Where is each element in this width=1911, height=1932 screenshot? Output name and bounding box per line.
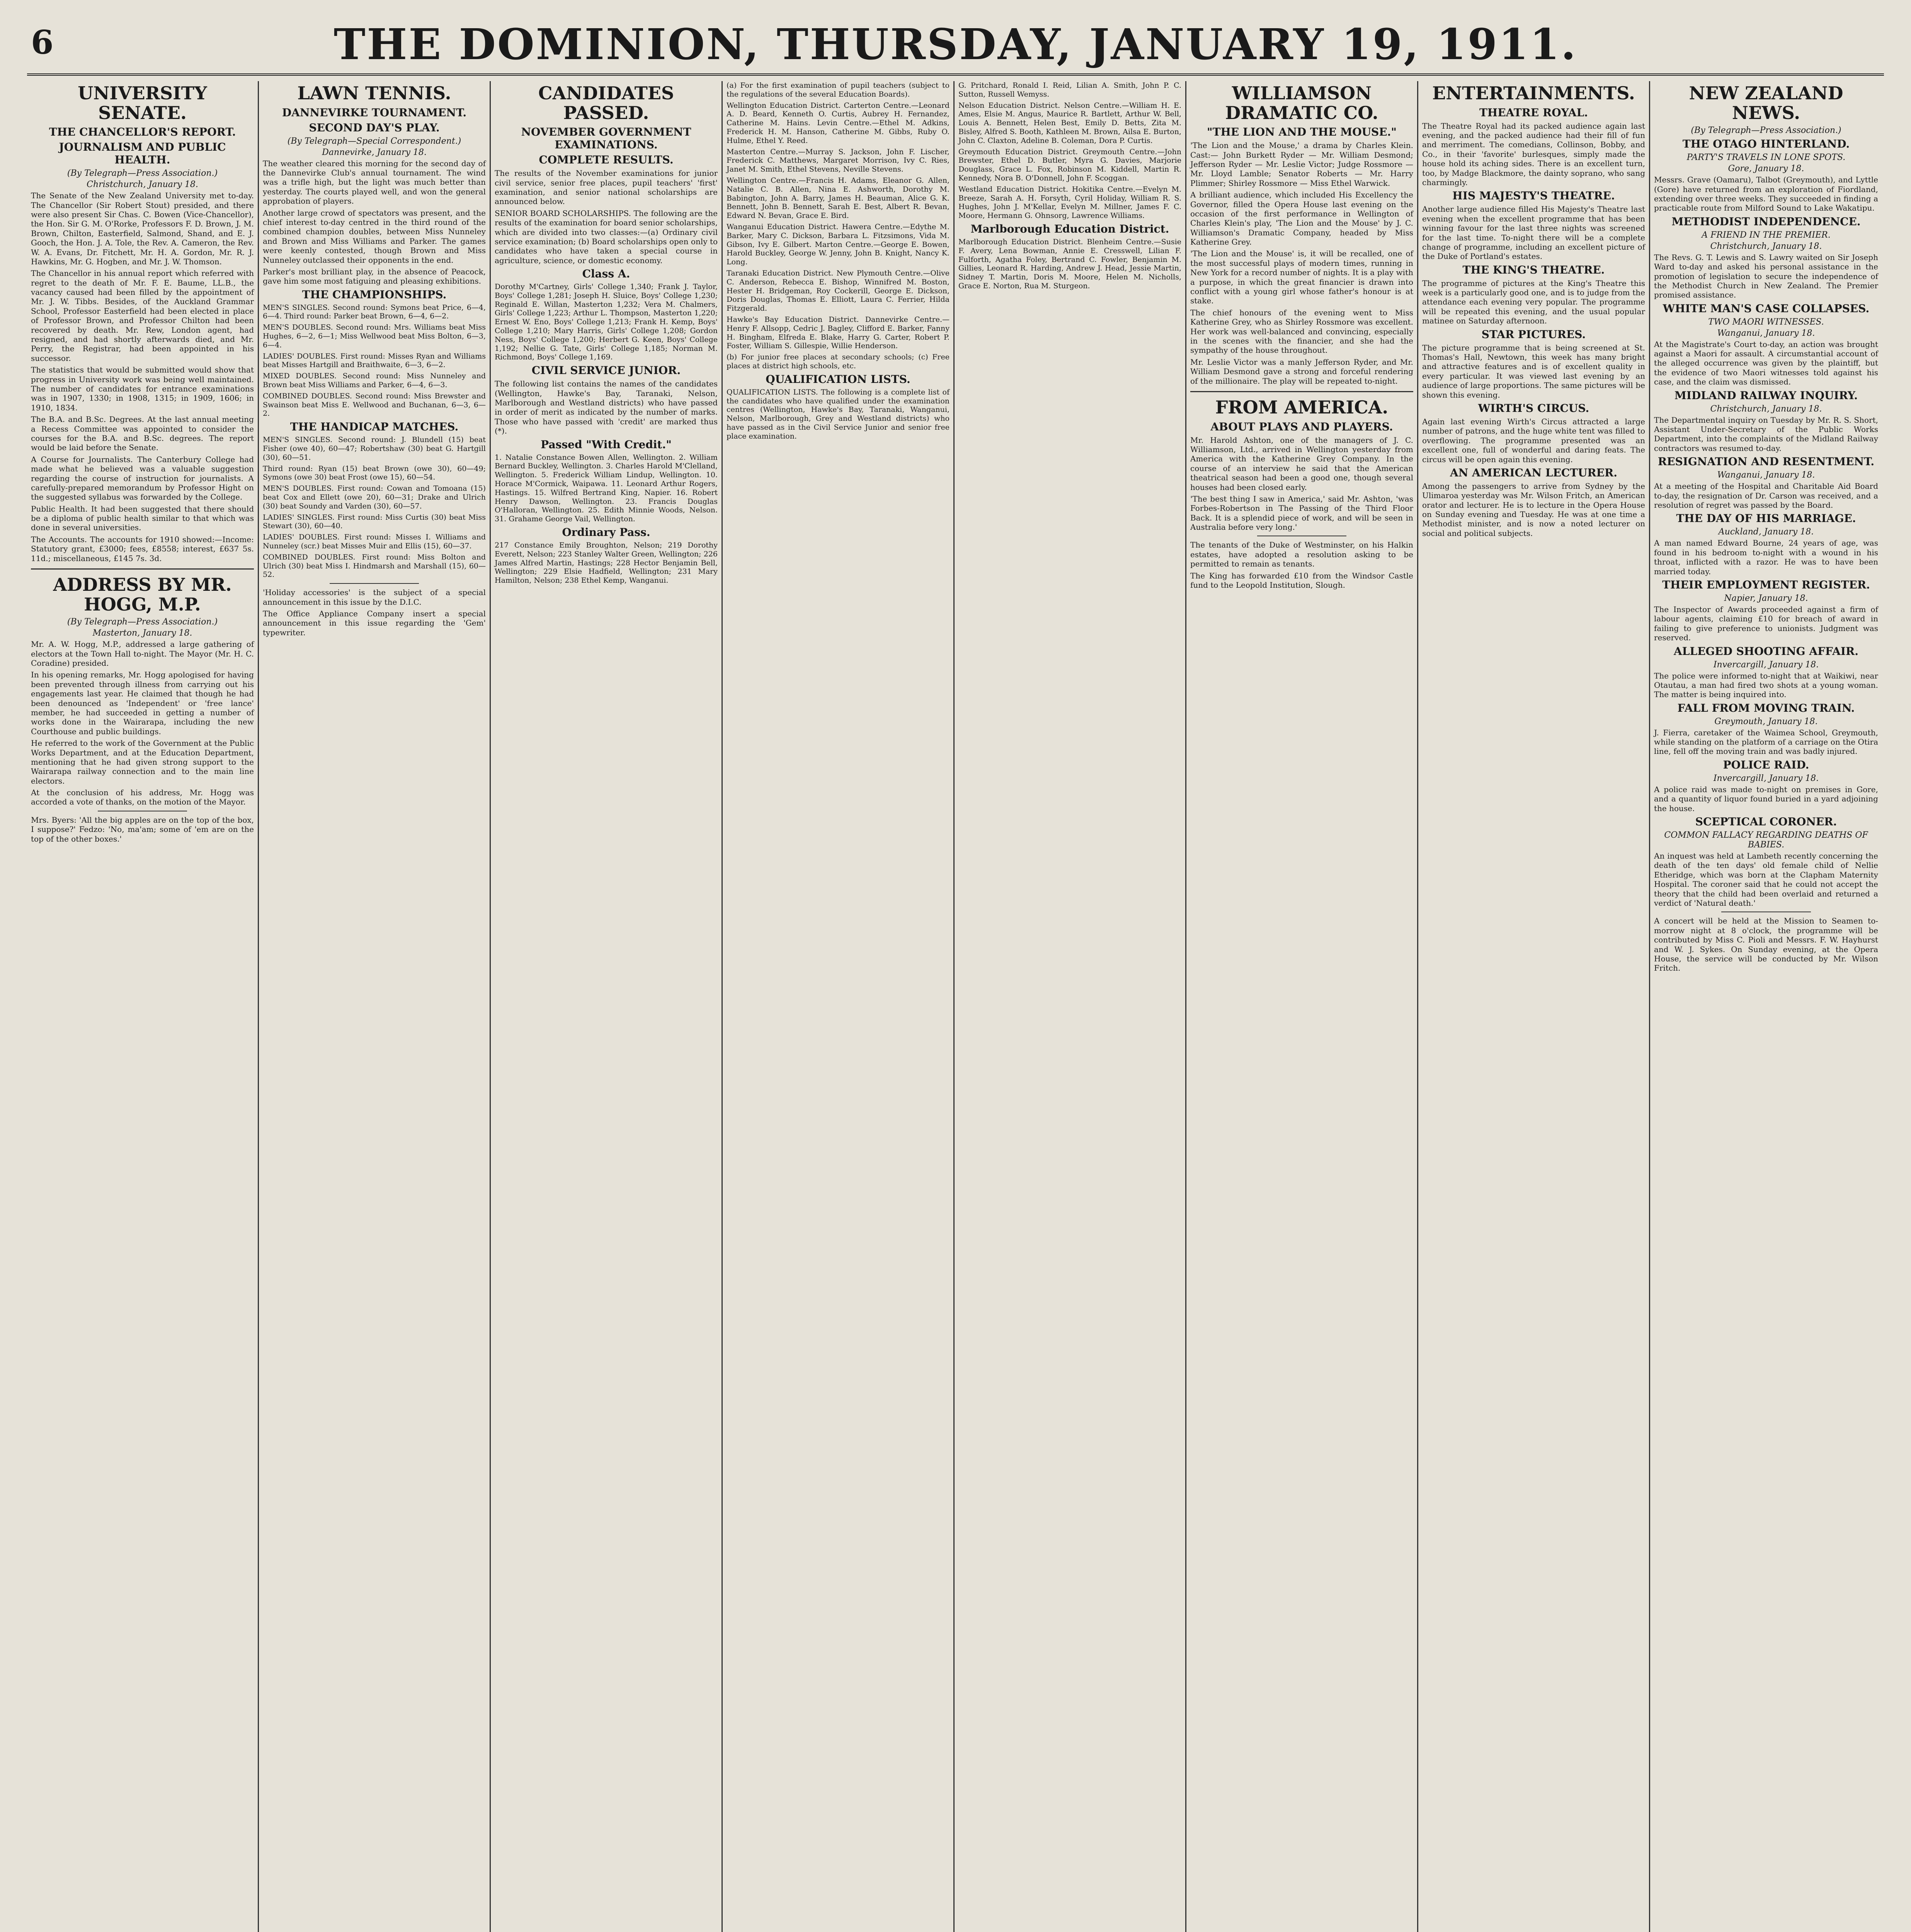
news-title: RESIGNATION AND RESENTMENT.	[1657, 455, 1875, 468]
paragraph: At a meeting of the Hospital and Charitable Aid Board to-day, the resignation of Dr. Carson was received, and a resolution of regret was passed by the Board.	[1654, 481, 1878, 510]
column-6	[1186, 81, 1418, 1932]
notice: 'Holiday accessories' is the subject of a special announcement in this issue by the D.I.C.	[263, 588, 486, 607]
news-title: METHODIST INDEPENDENCE.	[1671, 215, 1861, 228]
headline-university-senate: UNIVERSITY SENATE.	[78, 83, 207, 123]
headline-new-zealand-news: NEW ZEALAND NEWS.	[1689, 83, 1843, 123]
paragraph: The Departmental inquiry on Tuesday by Mr. R. S. Short, Assistant Under-Secretary of the Public Works Department, into the complaints of the Midland Railway contractors was resumed to-day.	[1654, 415, 1878, 453]
result-item: MIXED DOUBLES. Second round: Miss Nunneley and Brown beat Miss Williams and Parker, 6—4, 6—3.	[263, 372, 486, 389]
masthead	[27, 15, 1884, 76]
dateline: Masterton, January 18.	[92, 628, 192, 638]
paragraph: Wanganui Education District. Hawera Centre.—Edythe M. Barker, Mary C. Dickson, Barbara L. Fitzsimons, Vida M. Gibson, Ivy E. Gilbert. Marton Centre.—George E. Bowen, Harold Buckley, George W. Jenny, John B. Knight, Nancy K. Long.	[727, 222, 950, 267]
news-title: SCEPTICAL CORONER.	[1695, 815, 1837, 828]
paragraph: At the Magistrate's Court to-day, an action was brought against a Maori for assault. A circumstantial account of the alleged occurrence was given by the plaintiff, but the evidence of two Maori witnesses told against his case, and the claim was dismissed.	[1654, 339, 1878, 387]
section-head: SECOND DAY'S PLAY.	[309, 121, 440, 134]
subhead: THE CHANCELLOR'S REPORT.	[49, 126, 236, 139]
dateline: Christchurch, January 18.	[1710, 404, 1822, 414]
dateline: Christchurch, January 18.	[1710, 241, 1822, 251]
paragraph: Again last evening Wirth's Circus attracted a large number of patrons, and the huge white tent was filled to overflowing. The programme presented was an excellent one, full of wonderful and daring feats. The circus will be open again this evening.	[1422, 417, 1645, 464]
section-head: COMPLETE RESULTS.	[539, 153, 674, 167]
section-head: QUALIFICATION LISTS.	[766, 372, 910, 386]
paragraph: The programme of pictures at the King's Theatre this week is a particularly good one, and is to judge from the attendance each evening very popular. The programme will be repeated this evening, and the usual popular matinee on Saturday afternoon.	[1422, 278, 1645, 326]
paragraph: The Accounts. The accounts for 1910 showed:—Income: Statutory grant, £3000; fees, £8558; interest, £637 5s. 11d.; miscellaneous, £145 7s. 3d.	[31, 534, 254, 563]
subhead: NOVEMBER GOVERNMENT EXAMINATIONS.	[521, 126, 691, 151]
paragraph: An inquest was held at Lambeth recently concerning the death of the ten days' old female child of Nellie Etheridge, which was born at the Clapham Maternity Hospital. The coroner said that he could not accept the theory that the child had been overlaid and returned a verdict of 'Natural death.'	[1654, 851, 1878, 908]
byline: (By Telegraph—Press Association.)	[67, 617, 218, 627]
name-list: Dorothy M'Cartney, Girls' College 1,340; Frank J. Taylor, Boys' College 1,281; Joseph H. Sluice, Boys' College 1,230; Reginald E. Willan, Masterton 1,232; Vera M. Chalmers, Girls' College 1,223; Arthur L. Thompson, Masterton 1,220; Ernest W. Eno, Boys' College 1,213; Frank H. Kemp, Boys' College 1,210; Mary Harris, Girls' College 1,208; Gordon Ness, Boys' College 1,200; Herbert G. Keen, Boys' College 1,192; Nellie G. Tate, Girls' College 1,185; Norman M. Richmond, Boys' College 1,169.	[495, 282, 718, 362]
paragraph: G. Pritchard, Ronald I. Reid, Lilian A. Smith, John P. C. Sutton, Russell Wemyss.	[958, 81, 1181, 99]
dateline: Invercargill, January 18.	[1713, 660, 1819, 670]
dateline: Auckland, January 18.	[1718, 527, 1814, 537]
paragraph: A brilliant audience, which included His Excellency the Governor, filled the Opera House last evening on the occasion of the first performance in Wellington of Charles Klein's play, 'The Lion and the Mouse' by J. C. Williamson's Dramatic Company, headed by Miss Katherine Grey.	[1190, 190, 1413, 247]
divider	[330, 583, 419, 584]
result-item: MEN'S DOUBLES. Second round: Mrs. Williams beat Miss Hughes, 6—2, 6—1; Miss Wellwood beat Miss Bolton, 6—3, 6—4.	[263, 323, 486, 349]
result-item: MEN'S SINGLES. Second round: Symons beat Price, 6—4, 6—4. Third round: Parker beat Brown, 6—4, 6—2.	[263, 303, 486, 321]
news-subtitle: COMMON FALLACY REGARDING DEATHS OF BABIES.	[1664, 830, 1868, 850]
paragraph: 'The best thing I saw in America,' said Mr. Ashton, 'was Forbes-Robertson in The Passing of the Third Floor Back. It is a splendid piece of work, and will be seen in Australia before very long.'	[1190, 494, 1413, 532]
paragraph: Nelson Education District. Nelson Centre.—William H. E. Ames, Elsie M. Angus, Maurice R. Bartlett, Arthur W. Bell, Louis A. Bennett, Helen Best, Emily D. Betts, Zita M. Bisley, Alfred S. Booth, Kathleen M. Brown, Ailsa E. Burton, John C. Claxton, Adeline B. Coleman, Dora P. Curtis.	[958, 101, 1181, 145]
paragraph: Westland Education District. Hokitika Centre.—Evelyn M. Breeze, Sarah A. H. Forsyth, Cyril Holiday, William R. S. Hughes, John J. M'Kellar, Evelyn M. Millner, James F. C. Moore, Hermann G. Ohnsorg, Lawrence Williams.	[958, 185, 1181, 220]
newspaper-title: THE DOMINION, THURSDAY, JANUARY 19, 1911.	[334, 19, 1577, 69]
paragraph: Greymouth Education District. Greymouth Centre.—John Brewster, Ethel D. Butler, Myra G. Davies, Marjorie Douglass, Grace L. Fox, Robinson M. Kiddell, Martin R. Kennedy, Nora B. O'Donnell, John F. Scoggan.	[958, 147, 1181, 182]
page-number: 6	[31, 23, 54, 61]
paragraph: In his opening remarks, Mr. Hogg apologised for having been prevented through illness from carrying out his engagements last year. He claimed that though he had been denounced as 'Independent' or 'free lance' member, he had succeeded in getting a number of works done in the Wairarapa, including the new Courthouse and public buildings.	[31, 670, 254, 736]
dateline: Wanganui, January 18.	[1717, 470, 1815, 480]
result-item: COMBINED DOUBLES. Second round: Miss Brewster and Swainson beat Miss E. Wellwood and Buchanan, 6—3, 6—2.	[263, 391, 486, 418]
section-head: THE KING'S THEATRE.	[1462, 263, 1605, 276]
paragraph: J. Fierra, caretaker of the Waimea School, Greymouth, while standing on the platform of a carriage on the Otira line, fell off the moving train and was badly injured.	[1654, 728, 1878, 756]
paragraph: The picture programme that is being screened at St. Thomas's Hall, Newtown, this week has many bright and attractive features and is of excellent quality in every particular. It was viewed last evening by an audience of large proportions. The same pictures will be shown this evening.	[1422, 343, 1645, 400]
byline: (By Telegraph—Press Association.)	[67, 168, 218, 179]
paragraph: Parker's most brilliant play, in the absence of Peacock, gave him some most fatiguing and pleasing exhibitions.	[263, 267, 486, 286]
paragraph: He referred to the work of the Government at the Public Works Department, and at the Education Department, mentioning that he had given strong support to the Wairarapa railway connection and to the main line electors.	[31, 738, 254, 786]
news-title: THE DAY OF HIS MARRIAGE.	[1676, 512, 1856, 525]
paragraph: 'The Lion and the Mouse,' a drama by Charles Klein. Cast:— John Burkett Ryder — Mr. William Desmond; Jefferson Ryder — Mr. Leslie Victor; Judge Rossmore — Mr. Lloyd Lamble; Senator Roberts — Mr. Harry Plimmer; Shirley Rossmore — Miss Ethel Warwick.	[1190, 141, 1413, 188]
paragraph: (a) For the first examination of pupil teachers (subject to the regulations of the several Education Boards).	[727, 81, 950, 99]
paragraph: Mr. Harold Ashton, one of the managers of J. C. Williamson, Ltd., arrived in Wellington yesterday from America with the Katherine Grey Company. In the course of an interview he said that the American theatrical season had been a good one, though several houses had been closed early.	[1190, 435, 1413, 492]
paragraph: Another large audience filled His Majesty's Theatre last evening when the excellent programme that has been winning favour for the last three nights was screened for the last time. To-night there will be a complete change of programme, including an excellent picture of the Duke of Portland's estates.	[1422, 204, 1645, 261]
paragraph: Wellington Centre.—Francis H. Adams, Eleanor G. Allen, Natalie C. B. Allen, Nina E. Ashworth, Dorothy M. Babington, John A. Barry, James H. Beauman, Alice G. K. Bennett, John B. Bennett, Sarah E. Best, Albert R. Bevan, Edward N. Bevan, Grace E. Bird.	[727, 176, 950, 220]
paragraph: QUALIFICATION LISTS. The following is a complete list of the candidates who have qualified under the examination centres (Wellington, Hawke's Bay, Taranaki, Wanganui, Nelson, Marlborough, Grey and Westland districts) who have passed as in the Civil Service Junior and senior free place examination.	[727, 388, 950, 440]
paragraph: Mrs. Byers: 'All the big apples are on the top of the box, I suppose?' Fedzo: 'No, ma'am; some of 'em are on the top of the other boxes.'	[31, 815, 254, 844]
paragraph: The Theatre Royal had its packed audience again last evening, and the packed audience had their fill of fun and merriment. The comedians, Collinson, Bobby, and Co., in their 'favorite' burlesques, simply made the house hold its aching sides. There is an excellent turn, too, by Madge Blackmore, the dainty soprano, who sang charmingly.	[1422, 121, 1645, 187]
paragraph: At the conclusion of his address, Mr. Hogg was accorded a vote of thanks, on the motion of the Mayor.	[31, 788, 254, 807]
paragraph: The King has forwarded £10 from the Windsor Castle fund to the Leopold Institution, Slough.	[1190, 571, 1413, 590]
section-head: WIRTH'S CIRCUS.	[1478, 401, 1589, 415]
headline-hogg-address: ADDRESS BY MR. HOGG, M.P.	[53, 574, 232, 615]
paragraph: The tenants of the Duke of Westminster, on his Halkin estates, have adopted a resolution asking to be permitted to remain as tenants.	[1190, 540, 1413, 569]
dateline: Napier, January 18.	[1724, 593, 1808, 603]
section-head: Class A.	[582, 267, 630, 281]
paragraph: A police raid was made to-night on premises in Gore, and a quantity of liquor found buried in a yard adjoining the house.	[1654, 784, 1878, 813]
paragraph: The Revs. G. T. Lewis and S. Lawry waited on Sir Joseph Ward to-day and asked his personal assistance in the promotion of legislation to secure the independence of the Methodist Church in New Zealand. The Premier promised assistance.	[1654, 252, 1878, 300]
subhead: "THE LION AND THE MOUSE."	[1207, 126, 1397, 139]
paragraph: Mr. Leslie Victor was a manly Jefferson Ryder, and Mr. William Desmond gave a strong and forceful rendering of the millionaire. The play will be repeated to-night.	[1190, 357, 1413, 386]
paragraph: The police were informed to-night that at Waikiwi, near Otautau, a man had fired two shots at a young woman. The matter is being inquired into.	[1654, 671, 1878, 699]
result-item: LADIES' DOUBLES. First round: Misses I. Williams and Nunneley (scr.) beat Misses Muir and Ellis (15), 60—37.	[263, 533, 486, 550]
column-8	[1650, 81, 1882, 1932]
paragraph: The B.A. and B.Sc. Degrees. At the last annual meeting a Recess Committee was appointed to consider the courses for the B.A. and B.Sc. degrees. The report would be laid before the Senate.	[31, 415, 254, 452]
byline: (By Telegraph—Press Association.)	[1691, 126, 1841, 136]
paragraph: Hawke's Bay Education District. Dannevirke Centre.—Henry F. Allsopp, Cedric J. Bagley, Clifford E. Barker, Fanny H. Bingham, Elfreda E. Blake, Harry G. Carter, Robert P. Foster, William S. Gillespie, Willie Henderson.	[727, 315, 950, 350]
result-item: LADIES' SINGLES. First round: Miss Curtis (30) beat Miss Stewart (30), 60—40.	[263, 513, 486, 531]
divider	[31, 568, 254, 570]
section-head: Passed "With Credit."	[541, 438, 672, 451]
paragraph: Public Health. It had been suggested that there should be a diploma of public health similar to that which was done in several universities.	[31, 504, 254, 532]
section-head: Marlborough Education District.	[970, 222, 1169, 235]
paragraph: Marlborough Education District. Blenheim Centre.—Susie F. Avery, Lena Bowman, Annie E. Cresswell, Lilian F. Fulforth, Agatha Foley, Bertrand C. Fowler, Benjamin M. Gillies, Leonard R. Harding, Andrew J. Head, Jessie Martin, Sidney T. Martin, Doris M. Moore, Helen M. Nicholls, Grace E. Norton, Rua M. Sturgeon.	[958, 237, 1181, 290]
paragraph: A concert will be held at the Mission to Seamen to-morrow night at 8 o'clock, the programme will be contributed by Miss C. Pioli and Messrs. F. W. Hayhurst and W. J. Sykes. On Sunday evening, at the Opera House, the service will be conducted by Mr. Wilson Fritch.	[1654, 916, 1878, 973]
column-7	[1418, 81, 1650, 1932]
paragraph: Wellington Education District. Carterton Centre.—Leonard A. D. Beard, Kenneth O. Curtis, Aubrey H. Fernandez, Catherine M. Hains. Levin Centre.—Ethel M. Adkins, Frederick H. M. Hanson, Catherine M. Gibbs, Ruby O. Hulme, Ethel Y. Reed.	[727, 101, 950, 145]
name-list: 1. Natalie Constance Bowen Allen, Wellington. 2. William Bernard Buckley, Wellington. 3. Charles Harold M'Clelland, Wellington. 5. Frederick William Lindup, Wellington. 10. Horace M'Cormick, Waipawa. 11. Leonard Arthur Rogers, Hastings. 15. Wilfred Bertrand King, Napier. 16. Robert Henry Dawson, Wellington. 23. Francis Douglas O'Halloran, Wellington. 25. Edith Minnie Woods, Nelson. 31. Grahame George Vail, Wellington.	[495, 453, 718, 524]
section-head: THEATRE ROYAL.	[1479, 106, 1588, 119]
notice: The Office Appliance Company insert a special announcement in this issue regarding the 'Gem' typewriter.	[263, 609, 486, 637]
result-item: Third round: Ryan (15) beat Brown (owe 30), 60—49; Symons (owe 30) beat Frost (owe 15), 60—54.	[263, 464, 486, 482]
paragraph: The following list contains the names of the candidates (Wellington, Hawke's Bay, Taranaki, Nelson, Marlborough and Westland districts) who have passed in order of merit as indicated by the number of marks. Those who have passed with 'credit' are marked thus (*).	[495, 379, 718, 436]
news-subtitle: TWO MAORI WITNESSES.	[1708, 317, 1824, 327]
paragraph: 'The Lion and the Mouse' is, it will be recalled, one of the most successful plays of modern times, running in New York for a record number of nights. It is a play with a purpose, in which the great financier is drawn into conflict with a young girl whose father's honour is at stake.	[1190, 249, 1413, 306]
paragraph: A man named Edward Bourne, 24 years of age, was found in his bedroom to-night with a wound in his throat, inflicted with a razor. He was to have been married today.	[1654, 538, 1878, 576]
name-list: 217 Constance Emily Broughton, Nelson; 219 Dorothy Everett, Nelson; 223 Stanley Walter Green, Wellington; 226 James Alfred Martin, Hastings; 228 Hector Benjamin Bell, Wellington; 229 Elsie Hadfield, Wellington; 231 Mary Hamilton, Nelson; 238 Ethel Kemp, Wanganui.	[495, 541, 718, 585]
paragraph: The results of the November examinations for junior civil service, senior free places, pupil teachers' 'first' examination, and senior national scholarships are announced below.	[495, 168, 718, 206]
paragraph: Taranaki Education District. New Plymouth Centre.—Olive C. Anderson, Rebecca E. Bishop, Winnifred M. Boston, Hester H. Bridgeman, Roy Cockerill, George E. Dickson, Doris Douglas, Thomas E. Elliott, Laura C. Ferrier, Hilda Fitzgerald.	[727, 269, 950, 313]
result-item: COMBINED DOUBLES. First round: Miss Bolton and Ulrich (30) beat Miss I. Hindmarsh and Marshall (15), 60—52.	[263, 553, 486, 579]
section-head: CIVIL SERVICE JUNIOR.	[531, 364, 681, 377]
headline-candidates-passed: CANDIDATES PASSED.	[538, 83, 674, 123]
result-item: MEN'S DOUBLES. First round: Cowan and Tomoana (15) beat Cox and Ellett (owe 20), 60—31; Drake and Ulrich (30) beat Soundy and Varden (30), 60—57.	[263, 484, 486, 510]
headline-williamson-dramatic: WILLIAMSON DRAMATIC CO.	[1225, 83, 1378, 123]
paragraph: The Senate of the New Zealand University met to-day. The Chancellor (Sir Robert Stout) presided, and there were also present Sir Chas. C. Bowen (Vice-Chancellor), the Hon. Sir G. M. O'Rorke, Professors F. D. Brown, J. M. Brown, Chilton, Easterfield, Salmond, Shand, and E. J. Gooch, the Hon. J. A. Tole, the Rev. A. Cameron, the Rev. W. A. Evans, Dr. Fitchett, Mr. H. A. Gordon, Mr. R. J. Hawkins, Mr. G. Hogben, and Mr. J. W. Thomson.	[31, 191, 254, 266]
news-title: POLICE RAID.	[1723, 758, 1809, 771]
dateline: Dannevirke, January 18.	[322, 147, 427, 157]
columns	[27, 81, 1884, 1932]
paragraph: The weather cleared this morning for the second day of the Dannevirke Club's annual tournament. The wind was a trifle high, but the light was much better than yesterday. The courts played well, and won the general approbation of players.	[263, 158, 486, 206]
paragraph: SENIOR BOARD SCHOLARSHIPS. The following are the results of the examination for board senior scholarships, which are divided into two classes:—(a) Ordinary civil service examination; (b) Board scholarships open only to candidates who have taken a special course in agriculture, science, or domestic economy.	[495, 208, 718, 265]
subhead: DANNEVIRKE TOURNAMENT.	[282, 106, 467, 119]
column-5	[955, 81, 1186, 1932]
column-2	[259, 81, 491, 1932]
section-head: THE HANDICAP MATCHES.	[290, 420, 459, 434]
section-head: THE CHAMPIONSHIPS.	[302, 288, 447, 301]
paragraph: The statistics that would be submitted would show that progress in University work was being well maintained. The number of candidates for entrance examinations was in 1907, 1330; in 1908, 1315; in 1909, 1606; in 1910, 1834.	[31, 365, 254, 412]
dateline: Gore, January 18.	[1728, 164, 1804, 174]
news-title: THE OTAGO HINTERLAND.	[1682, 138, 1850, 151]
result-item: MEN'S SINGLES. Second round: J. Blundell (15) beat Fisher (owe 40), 60—47; Robertshaw (30) beat G. Hartgill (30), 60—51.	[263, 435, 486, 462]
dateline: Wanganui, January 18.	[1717, 328, 1815, 338]
column-3	[491, 81, 723, 1932]
section-head: AN AMERICAN LECTURER.	[1450, 466, 1618, 479]
subhead: ABOUT PLAYS AND PLAYERS.	[1210, 420, 1393, 433]
paragraph: Messrs. Grave (Oamaru), Talbot (Greymouth), and Lyttle (Gore) have returned from an exploration of Fiordland, extending over three weeks. They succeeded in finding a practicable route from Milford Sound to Lake Wakatipu.	[1654, 175, 1878, 213]
result-item: LADIES' DOUBLES. First round: Misses Ryan and Williams beat Misses Hartgill and Braithwaite, 6—3, 6—2.	[263, 352, 486, 369]
section-head: Ordinary Pass.	[562, 526, 650, 539]
paragraph: The chief honours of the evening went to Miss Katherine Grey, who as Shirley Rossmore was excellent. Her work was well-balanced and convincing, especially in the scenes with the financier, and she had the sympathy of the house throughout.	[1190, 308, 1413, 355]
divider	[1190, 391, 1413, 392]
news-subtitle: A FRIEND IN THE PREMIER.	[1702, 230, 1831, 240]
news-title: FALL FROM MOVING TRAIN.	[1677, 701, 1855, 714]
headline-entertainments: ENTERTAINMENTS.	[1432, 83, 1635, 104]
column-4	[723, 81, 955, 1932]
news-title: ALLEGED SHOOTING AFFAIR.	[1673, 645, 1859, 658]
news-title: WHITE MAN'S CASE COLLAPSES.	[1663, 302, 1870, 315]
paragraph: Mr. A. W. Hogg, M.P., addressed a large gathering of electors at the Town Hall to-night. The Mayor (Mr. H. C. Coradine) presided.	[31, 639, 254, 668]
paragraph: Among the passengers to arrive from Sydney by the Ulimaroa yesterday was Mr. Wilson Fritch, an American orator and lecturer. He is to lecture in the Opera House on Sunday evening and Tuesday. He was at one time a Methodist minister, and is now a noted lecturer on social and political subjects.	[1422, 481, 1645, 538]
headline-from-america: FROM AMERICA.	[1215, 396, 1389, 418]
section-head: STAR PICTURES.	[1481, 328, 1586, 341]
section-head: HIS MAJESTY'S THEATRE.	[1452, 189, 1615, 202]
dateline: Greymouth, January 18.	[1714, 716, 1818, 726]
news-subtitle: PARTY'S TRAVELS IN LONE SPOTS.	[1686, 153, 1846, 163]
dateline: Invercargill, January 18.	[1713, 773, 1819, 783]
paragraph: Masterton Centre.—Murray S. Jackson, John F. Lischer, Frederick C. Matthews, Margaret Morrison, Ivy C. Ries, Janet M. Smith, Ethel Stevens, Neville Stevens.	[727, 147, 950, 174]
dateline: Christchurch, January 18.	[87, 180, 198, 190]
paragraph: The Chancellor in his annual report which referred with regret to the death of Mr. F. E. Baume, LL.B., the vacancy caused had been filled by the appointment of Mr. J. W. Tibbs. Besides, of the Auckland Grammar School, Professor Easterfield had been elected in place of Professor Brown, and Professor Chilton had been recovered by death. Mr. Rew, London agent, had resigned, and had shortly afterwards died, and Mr. Perry, the Registrar, had been appointed in his successor.	[31, 269, 254, 363]
headline-lawn-tennis: LAWN TENNIS.	[297, 83, 451, 104]
paragraph: (b) For junior free places at secondary schools; (c) Free places at district high schools, etc.	[727, 353, 950, 370]
news-title: MIDLAND RAILWAY INQUIRY.	[1674, 389, 1858, 402]
paragraph: A Course for Journalists. The Canterbury College had made what he believed was a valuable suggestion regarding the course of instruction for journalists. A carefully-prepared memorandum by Professor Hight on the suggested syllabus was forwarded by the College.	[31, 454, 254, 502]
byline: (By Telegraph—Special Correspondent.)	[287, 136, 461, 146]
section-head: JOURNALISM AND PUBLIC HEALTH.	[59, 141, 226, 167]
news-title: THEIR EMPLOYMENT REGISTER.	[1662, 578, 1870, 591]
paragraph: The Inspector of Awards proceeded against a firm of labour agents, claiming £10 for breach of award in failing to give preference to unionists. Judgment was reserved.	[1654, 604, 1878, 643]
paragraph: Another large crowd of spectators was present, and the chief interest to-day centred in the third round of the combined champion doubles, between Miss Nunneley and Brown and Miss Williams and Parker. The games were keenly contested, though Brown and Miss Nunneley outclassed their opponents in the end.	[263, 208, 486, 265]
column-1	[27, 81, 259, 1932]
